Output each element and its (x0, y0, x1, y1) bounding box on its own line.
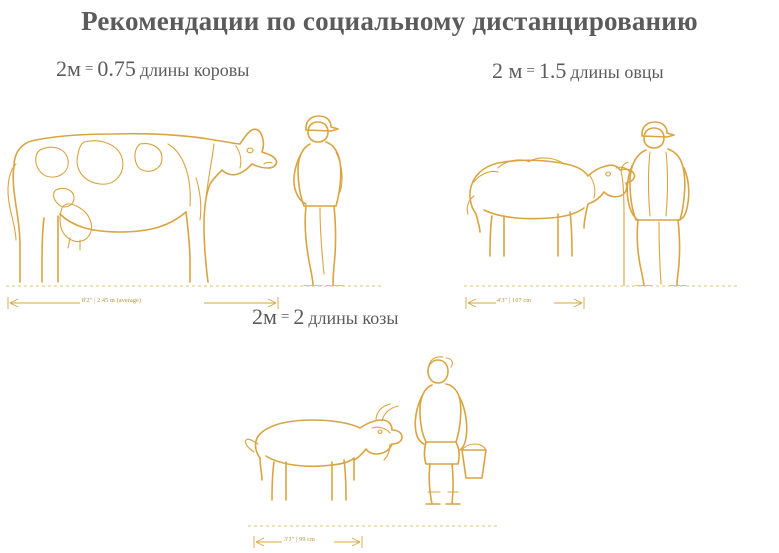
page-title: Рекомендации по социальному дистанцированию (81, 6, 698, 36)
caption-cow-factor: 0.75 (97, 56, 136, 81)
caption-goat (252, 304, 398, 330)
sheep-dimension-label: 4'3" | 107 cm (497, 298, 532, 304)
cow-and-person-illustration (0, 86, 390, 286)
caption-goat-factor: 2 (293, 304, 305, 329)
caption-goat-distance: 2м (252, 304, 277, 329)
caption-sheep (492, 58, 664, 84)
caption-sheep-equals: = (526, 63, 535, 79)
caption-sheep-unit: длины овцы (570, 62, 664, 82)
caption-cow (56, 56, 249, 82)
goat-dimension-label: 3'3" | 99 cm (284, 537, 315, 543)
caption-cow-unit: длины коровы (139, 60, 250, 80)
caption-cow-distance: 2м (56, 56, 81, 81)
panel-goat (200, 300, 580, 543)
caption-cow-equals: = (84, 61, 94, 77)
caption-goat-unit: длины козы (308, 308, 399, 328)
caption-sheep-distance: 2 м (492, 58, 523, 83)
panel-cow (0, 52, 390, 304)
caption-goat-equals: = (280, 309, 290, 325)
caption-sheep-factor: 1.5 (538, 58, 567, 83)
panel-sheep (440, 52, 779, 304)
goat-and-person-illustration (200, 338, 580, 528)
sheep-and-person-illustration (440, 86, 779, 286)
cow-dimension-label: 8'2" | 2.45 m (average) (82, 298, 142, 304)
